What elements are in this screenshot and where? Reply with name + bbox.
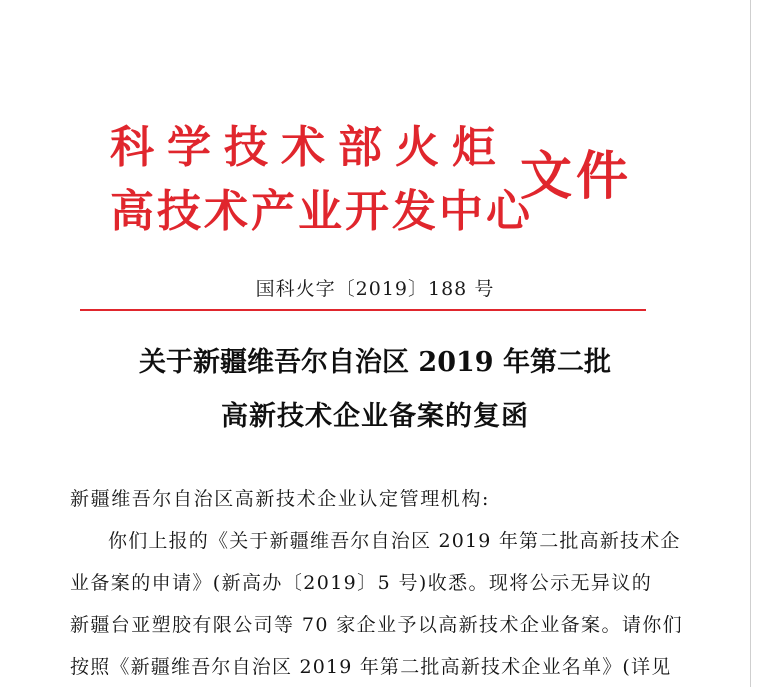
issuer-name-line-1: 科学技术部火炬: [110, 122, 509, 173]
document-number: 国科火字〔2019〕188 号: [255, 278, 495, 300]
body-line-2: 业备案的申请》(新高办〔2019〕5 号)收悉。现将公示无异议的: [70, 572, 653, 594]
red-header-rule: [80, 309, 646, 311]
document-title-line-1: 关于新疆维吾尔自治区 2019 年第二批: [139, 347, 611, 378]
document-title-line-2: 高新技术企业备案的复函: [221, 401, 529, 432]
body-line-4: 按照《新疆维吾尔自治区 2019 年第二批高新技术企业名单》(详见: [70, 656, 672, 678]
salutation: 新疆维吾尔自治区高新技术企业认定管理机构:: [70, 488, 491, 510]
body-line-3: 新疆台亚塑胶有限公司等 70 家企业予以高新技术企业备案。请你们: [70, 614, 684, 636]
issuer-name-line-2: 高技术产业开发中心: [110, 186, 533, 237]
page-edge-divider: [750, 0, 751, 687]
issuer-document-label: 文件: [520, 146, 633, 207]
body-line-1: 你们上报的《关于新疆维吾尔自治区 2019 年第二批高新技术企: [108, 530, 681, 552]
